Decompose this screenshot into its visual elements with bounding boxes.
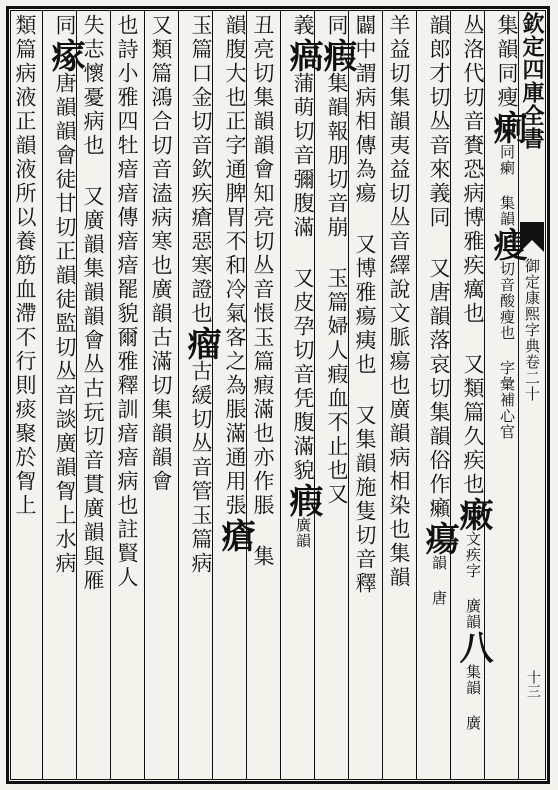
text-column-2	[453, 14, 493, 731]
book-title: 御定康熙字典卷二十	[523, 258, 541, 402]
column-rule	[110, 10, 111, 780]
column-13-body: 失志懷憂病也 又廣韻集韻韻會丛古玩切音貫廣韻與雁	[81, 14, 105, 593]
headword: 八	[453, 630, 493, 664]
text-column-3	[419, 14, 459, 606]
column-9-body: 韻腹大也正字通脾胃不和冷氣客之為脹滿通用張	[223, 14, 247, 518]
column-4-body: 羊益切集韻夷益切丛音繹說文脈瘍也廣韻病相染也集韻	[387, 14, 411, 590]
headword: 瘡	[215, 518, 255, 552]
column-14-after: 唐韻韻會徒甘切正韻徒監切丛音談廣韻胷上水病	[53, 72, 77, 576]
page-number: 十三	[525, 670, 541, 698]
headword: 瘤	[181, 326, 221, 360]
column-15-body: 類篇病液正韻液所以養筋血滯不行則痰聚於胷上	[13, 14, 37, 518]
column-3-after: 俗作癩	[427, 449, 451, 521]
column-rule	[280, 10, 281, 780]
column-7-body: 義	[291, 14, 315, 38]
headword: 瘕	[317, 38, 357, 72]
column-rule	[144, 10, 145, 780]
column-rule	[178, 10, 179, 780]
headword: 瘦	[487, 227, 527, 261]
column-3-body: 韻郎才切丛音來義同 又唐韻落哀切集韻	[427, 14, 451, 449]
column-11-body: 又類篇鴻合切音溘病寒也	[149, 14, 173, 278]
text-column-10	[181, 14, 221, 576]
column-rule	[42, 10, 43, 780]
column-7-tail: 廣韻	[294, 517, 312, 549]
text-column-11	[150, 14, 171, 494]
text-column-12	[116, 14, 137, 590]
column-10-tail: 古緩切丛音管玉篇病	[189, 360, 213, 576]
headword: 瘷	[453, 497, 493, 531]
column-3-tail: 韻 唐	[430, 555, 448, 606]
text-column-8	[252, 14, 273, 569]
text-column-1	[487, 14, 527, 440]
text-column-4	[388, 14, 409, 590]
column-7-after: 蒲萌切音彌腹滿 又皮孕切音凭腹滿貌	[291, 72, 315, 483]
column-8-body: 丑亮切集韻韻會知亮切丛音悵玉篇瘕滿也亦作脹 集	[251, 14, 275, 569]
headword: 瘌	[487, 110, 527, 144]
column-2-after: 文疾字 廣韻	[464, 531, 482, 630]
column-12-body: 也詩小雅四牡瘖瘖傳瘖瘖罷貌爾雅釋訓瘖瘖病也註賢人	[115, 14, 139, 590]
column-2-body: 丛洛代切音賚恐病博雅疾癘也 又類篇久疾也	[461, 14, 485, 497]
column-2-tail: 集韻 廣	[464, 664, 482, 731]
column-rule	[416, 10, 417, 780]
column-1-body: 同瘦	[495, 62, 519, 110]
text-column-5	[354, 14, 375, 596]
text-column-13	[82, 14, 103, 593]
volume-title: 欽定四庫全書	[519, 12, 544, 150]
column-6-body: 同	[325, 14, 349, 38]
headword: 瘍	[419, 521, 459, 555]
column-11-tail: 廣韻古滿切集韻韻會	[149, 278, 173, 494]
headword: 瘑	[283, 38, 323, 72]
column-1-tail: 切音酸瘦也 字彙補心官	[498, 261, 516, 440]
headword: 瘃	[45, 38, 85, 72]
column-14-head: 同	[53, 14, 77, 38]
text-column-7	[283, 14, 323, 549]
text-column-15	[14, 14, 35, 518]
text-column-9	[215, 14, 255, 552]
column-6-tail: 又	[325, 483, 349, 507]
column-1-after: 同瘌 集韻	[498, 144, 516, 227]
headword: 瘕	[283, 483, 323, 517]
column-1-head: 集韻	[495, 14, 519, 62]
text-column-6	[317, 14, 357, 507]
column-rule	[382, 10, 383, 780]
column-10-body: 玉篇口金切音欽疾瘡惡寒證也	[189, 14, 213, 326]
column-6-after: 集韻報朋切音崩 玉篇婦人瘕血不止也	[325, 72, 349, 483]
column-5-body: 闢中謂病相傳為瘍 又博雅瘍痍也 又集韻施隻切音釋	[353, 14, 377, 596]
text-column-14	[45, 14, 85, 576]
